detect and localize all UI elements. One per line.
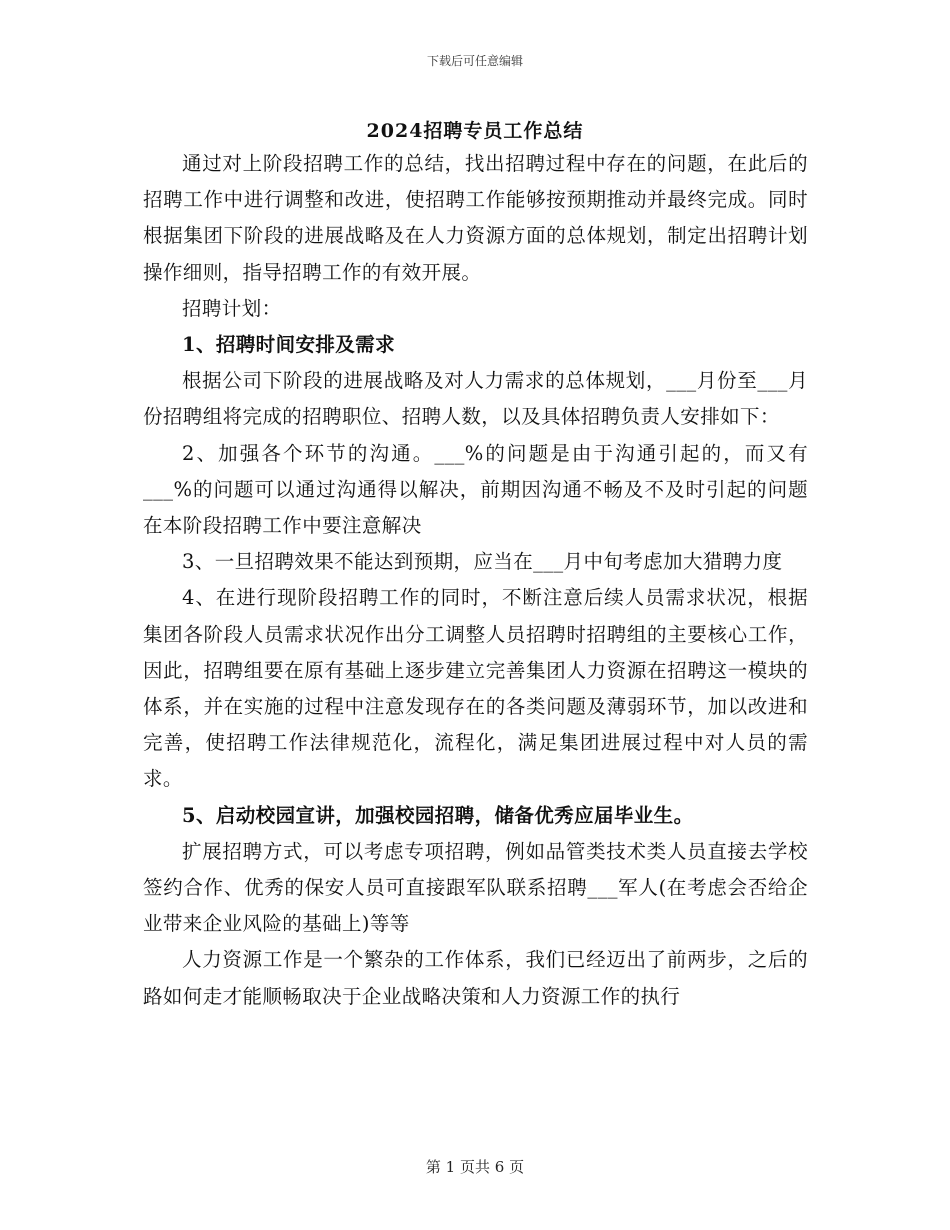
paragraph-conclusion: 人力资源工作是一个繁杂的工作体系，我们已经迈出了前两步，之后的路如何走才能顺畅取决于企业战略决策和人力资源工作的执行 bbox=[143, 948, 808, 1008]
paragraph-time-arrangement: 根据公司下阶段的进展战略及对人力需求的总体规划，___月份至___月份招聘组将完成的招聘职位、招聘人数，以及具体招聘负责人安排如下： bbox=[143, 369, 808, 429]
paragraph-communication: 2、加强各个环节的沟通。___%的问题是由于沟通引起的，而又有___%的问题可以通过沟通得以解决，前期因沟通不畅及不及时引起的问题在本阶段招聘工作中要注意解决 bbox=[143, 441, 808, 538]
heading-campus-recruiting: 5、启动校园宣讲，加强校园招聘，储备优秀应届毕业生。 bbox=[182, 803, 694, 827]
document-body bbox=[143, 146, 808, 1015]
page-number: 第 1 页共 6 页 bbox=[425, 1158, 525, 1176]
paragraph-expand-methods: 扩展招聘方式，可以考虑专项招聘，例如品管类技术类人员直接去学校签约合作、优秀的保安人员可直接跟军队联系招聘___军人(在考虑会否给企业带来企业风险的基础上)等等 bbox=[143, 839, 808, 936]
paragraph-plan-label: 招聘计划： bbox=[182, 296, 282, 320]
document-title: 2024招聘专员工作总结 bbox=[366, 120, 584, 142]
header-note: 下载后可任意编辑 bbox=[426, 54, 523, 68]
heading-time-arrangement: 1、招聘时间安排及需求 bbox=[182, 333, 395, 357]
paragraph-follow-up-needs: 4、在进行现阶段招聘工作的同时，不断注意后续人员需求状况，根据集团各阶段人员需求状况作出分工调整人员招聘时招聘组的主要核心工作，因此，招聘组要在原有基础上逐步建立完善集团人力资源在招聘这一模块的体系，并在实施的过程中注意发现存在的各类问题及薄弱环节，加以改进和完善，使招聘工作法律规范化，流程化，满足集团进展过程中对人员的需求。 bbox=[143, 586, 808, 791]
paragraph-headhunting: 3、一旦招聘效果不能达到预期，应当在___月中旬考虑加大猎聘力度 bbox=[182, 550, 783, 574]
paragraph-intro: 通过对上阶段招聘工作的总结，找出招聘过程中存在的问题，在此后的招聘工作中进行调整和改进，使招聘工作能够按预期推动并最终完成。同时根据集团下阶段的进展战略及在人力资源方面的总体规划，制定出招聘计划操作细则，指导招聘工作的有效开展。 bbox=[143, 152, 808, 284]
